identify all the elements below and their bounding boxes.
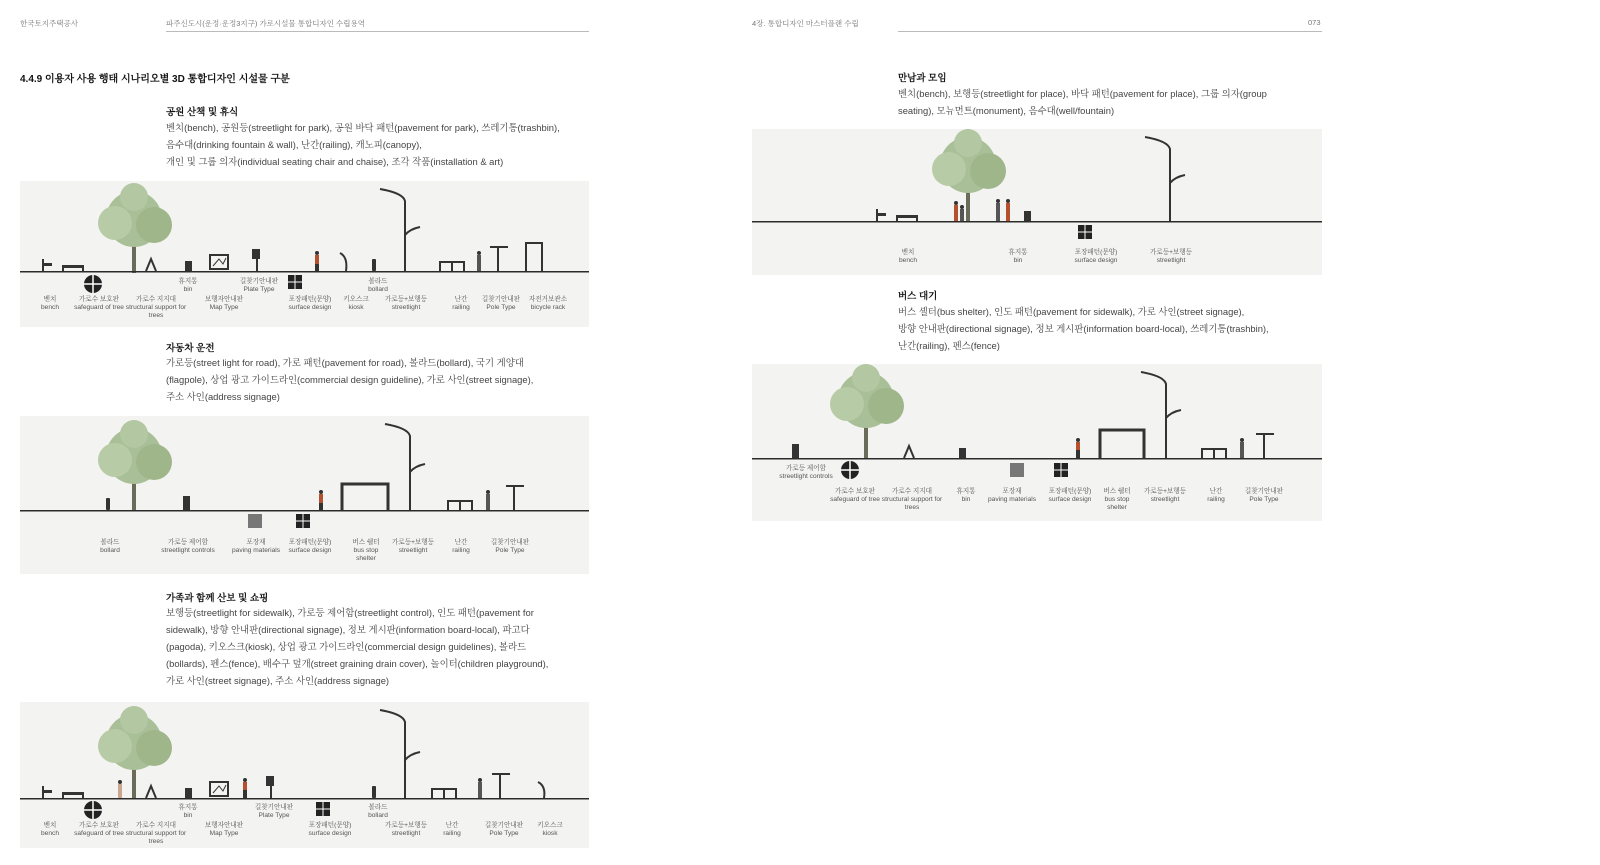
label-ko: 난간 xyxy=(454,539,468,546)
kiosk-icon xyxy=(538,782,544,798)
label-en: bench xyxy=(41,830,59,837)
label-en: structural support for trees xyxy=(125,830,187,845)
label-ko: 포장패턴(문양) xyxy=(288,296,332,303)
person-icon xyxy=(243,778,247,798)
person-icon xyxy=(118,780,122,798)
label-en: bus stop shelter xyxy=(1104,496,1130,511)
label-en: kiosk xyxy=(542,830,558,837)
bin-icon xyxy=(185,788,192,798)
scene-driving xyxy=(20,416,589,574)
label-en: Pole Type xyxy=(489,830,519,837)
scene-label xyxy=(309,822,352,838)
scene-label xyxy=(347,539,385,563)
header-left-title: 파주신도시(운정·운정3지구) 가로시설물 통합디자인 수립용역 xyxy=(166,19,366,28)
label-en: Map Type xyxy=(209,304,239,311)
scene-label xyxy=(368,804,388,820)
description-line: 벤치(bench), 공원등(streetlight for park), 공원 바닥 패턴(pavement for park), 쓰레기통(trashbin), xyxy=(166,122,560,133)
scene-label xyxy=(1008,249,1027,265)
scenario-description xyxy=(898,303,1269,354)
scene-label xyxy=(1049,488,1092,504)
label-ko: 버스 쉘터 xyxy=(352,539,380,546)
bollard-icon xyxy=(372,259,376,271)
label-en: bollard xyxy=(368,286,388,293)
header-page-number: 073 xyxy=(1308,18,1321,27)
person-icon xyxy=(1240,438,1244,458)
label-ko: 포장재 xyxy=(246,539,266,546)
label-en: streetlight xyxy=(398,547,428,554)
label-ko: 벤치 xyxy=(43,822,57,829)
map-board-icon xyxy=(210,782,228,796)
tree-icon xyxy=(98,183,172,273)
scene-label xyxy=(482,296,520,312)
surface-pattern-icon xyxy=(316,802,330,816)
bin-icon xyxy=(185,261,192,271)
scenario-description xyxy=(898,85,1267,119)
bollard-icon xyxy=(106,498,110,510)
label-ko: 길찾기안내판 xyxy=(481,296,521,303)
scene-label xyxy=(485,822,523,838)
scene-label xyxy=(161,539,215,555)
label-ko: 가로등+보행등 xyxy=(384,822,428,829)
label-en: bench xyxy=(41,304,59,311)
header-left-rule xyxy=(166,31,589,32)
scene-label xyxy=(956,488,975,504)
tree-icon xyxy=(98,706,172,798)
streetlight-icon xyxy=(380,189,420,271)
label-en: railing xyxy=(1207,496,1225,503)
pole-sign-icon xyxy=(492,774,510,798)
scene-label xyxy=(1245,488,1283,504)
label-en: bin xyxy=(961,496,971,503)
scene-label xyxy=(1075,249,1118,265)
label-ko: 길찾기안내판 xyxy=(239,278,279,285)
scenario-title: 자동차 운전 xyxy=(166,343,215,354)
label-ko: 가로수 지지대 xyxy=(891,488,933,495)
surface-pattern-icon xyxy=(288,275,302,289)
label-ko: 난간 xyxy=(1209,488,1223,495)
scene-park-walk xyxy=(20,181,589,327)
surface-pattern-icon xyxy=(1078,225,1092,239)
label-ko: 가로수 지지대 xyxy=(135,822,177,829)
ground-line xyxy=(752,458,1322,460)
scene-label xyxy=(392,539,434,555)
label-ko: 버스 쉘터 xyxy=(1103,488,1131,495)
pole-sign-icon xyxy=(506,486,524,510)
description-line: 보행등(streetlight for sidewalk), 가로등 제어함(streetlight control), 인도 패턴(pavement for xyxy=(166,607,534,618)
scene-label xyxy=(443,822,461,838)
scene-label xyxy=(368,278,388,294)
header-left-org: 한국토지주택공사 xyxy=(20,19,78,28)
label-en: bollard xyxy=(368,812,388,819)
label-ko: 가로수 보호판 xyxy=(78,296,120,303)
railing-icon xyxy=(432,789,456,798)
person-icon xyxy=(315,251,319,271)
scene-illustration xyxy=(752,129,1322,275)
label-ko: 가로수 보호판 xyxy=(78,822,120,829)
label-en: surface design xyxy=(288,304,332,311)
label-ko: 벤치 xyxy=(901,249,915,256)
railing-icon xyxy=(448,501,472,510)
description-line: 음수대(drinking fountain & wall), 난간(railing), 캐노피(canopy), xyxy=(166,139,422,150)
label-en: streetlight xyxy=(391,830,421,837)
label-ko: 벤치 xyxy=(43,296,57,303)
scene-label xyxy=(343,296,368,312)
tree-guard-icon xyxy=(841,461,859,479)
scenario-title: 버스 대기 xyxy=(898,291,938,302)
label-en: railing xyxy=(443,830,461,837)
scene-label xyxy=(880,488,944,512)
ground-line xyxy=(752,221,1322,223)
label-en: surface design xyxy=(1074,257,1118,264)
streetlight-icon xyxy=(380,710,420,798)
description-line: 버스 셸터(bus shelter), 인도 패턴(pavement for sidewalk), 가로 사인(street signage), xyxy=(898,306,1245,317)
scene-label xyxy=(240,278,278,294)
plate-sign-icon xyxy=(266,776,274,798)
label-en: paving materials xyxy=(231,547,281,554)
label-en: safeguard of tree xyxy=(830,496,880,503)
label-ko: 가로등+보행등 xyxy=(391,539,435,546)
scene-label xyxy=(491,539,529,555)
label-en: Pole Type xyxy=(495,547,525,554)
scene-label xyxy=(74,822,124,838)
plate-sign-icon xyxy=(252,249,260,271)
person-icon xyxy=(477,251,481,271)
label-ko: 포장패턴(문양) xyxy=(308,822,352,829)
scenario-description xyxy=(166,604,548,689)
scene-label xyxy=(124,822,188,846)
tree-support-icon xyxy=(146,259,156,271)
scene-label xyxy=(779,465,833,481)
label-ko: 가로수 지지대 xyxy=(135,296,177,303)
streetlight-control-icon xyxy=(792,444,799,458)
streetlight-icon xyxy=(1141,372,1181,458)
scene-label xyxy=(452,539,470,555)
label-en: Map Type xyxy=(209,830,239,837)
railing-icon xyxy=(1202,449,1226,458)
label-ko: 볼라드 xyxy=(368,278,388,285)
tree-icon xyxy=(932,129,1006,221)
label-en: Plate Type xyxy=(243,286,275,293)
scene-family-shopping xyxy=(20,702,589,848)
kiosk-icon xyxy=(340,253,346,271)
label-ko: 보행자안내판 xyxy=(204,296,244,303)
label-ko: 포장패턴(문양) xyxy=(1074,249,1118,256)
label-en: bin xyxy=(183,812,193,819)
label-ko: 가로수 보호판 xyxy=(834,488,876,495)
bench-icon xyxy=(876,209,918,221)
railing-icon xyxy=(440,262,464,271)
scene-label xyxy=(529,296,567,312)
pole-sign-icon xyxy=(1256,434,1274,458)
paving-material-icon xyxy=(1010,463,1024,477)
bin-icon xyxy=(959,448,966,458)
description-line: 가로 사인(street signage), 주소 사인(address signage) xyxy=(166,675,390,686)
label-en: safeguard of tree xyxy=(74,304,124,311)
scene-label xyxy=(255,804,293,820)
label-ko: 포장패턴(문양) xyxy=(1048,488,1092,495)
scenario-description xyxy=(166,354,533,405)
tree-support-icon xyxy=(146,786,156,798)
scene-label xyxy=(385,822,427,838)
label-en: streetlight xyxy=(1150,496,1180,503)
label-ko: 길찾기안내판 xyxy=(254,804,294,811)
label-ko: 볼라드 xyxy=(368,804,388,811)
label-ko: 휴지통 xyxy=(178,804,198,811)
header-right-rule xyxy=(898,31,1322,32)
person-icon xyxy=(954,201,964,221)
label-ko: 휴지통 xyxy=(178,278,198,285)
label-ko: 난간 xyxy=(445,822,459,829)
ground-line xyxy=(20,510,589,512)
scene-bus-waiting xyxy=(752,364,1322,521)
scene-label xyxy=(289,296,332,312)
tree-icon xyxy=(830,364,904,458)
surface-pattern-icon xyxy=(1054,463,1068,477)
label-ko: 길찾기안내판 xyxy=(1244,488,1284,495)
description-line: 가로등(street light for road), 가로 패턴(pavement for road), 볼라드(bollard), 국기 게양대 xyxy=(166,357,524,368)
scene-label xyxy=(41,296,59,312)
label-en: surface design xyxy=(288,547,332,554)
tree-guard-icon xyxy=(84,275,102,293)
ground-line xyxy=(20,271,589,273)
scene-label xyxy=(385,296,427,312)
label-ko: 길찾기안내판 xyxy=(490,539,530,546)
label-ko: 포장패턴(문양) xyxy=(288,539,332,546)
label-en: Pole Type xyxy=(486,304,516,311)
description-line: seating), 모뉴먼트(monument), 음수대(well/fountain) xyxy=(898,105,1115,116)
description-line: 개인 및 그룹 의자(individual seating chair and chaise), 조각 작품(installation & art) xyxy=(166,156,504,167)
label-en: bin xyxy=(1013,257,1023,264)
label-en: streetlight xyxy=(1156,257,1186,264)
description-line: (flagpole), 상업 광고 가이드라인(commercial design guideline), 가로 사인(street signage), xyxy=(166,374,534,385)
scene-label xyxy=(452,296,470,312)
label-ko: 가로등+보행등 xyxy=(384,296,428,303)
scene-label xyxy=(537,822,562,838)
label-en: streetlight xyxy=(391,304,421,311)
person-icon xyxy=(996,199,1010,221)
streetlight-icon xyxy=(1145,137,1185,221)
description-line: (bollards), 펜스(fence), 배수구 덮개(street graining drain cover), 놀이터(children playground), xyxy=(166,658,549,669)
bus-shelter-icon xyxy=(342,484,388,510)
label-en: railing xyxy=(452,547,470,554)
label-ko: 길찾기안내판 xyxy=(484,822,524,829)
label-en: Plate Type xyxy=(258,812,290,819)
tree-icon xyxy=(98,420,172,510)
bus-shelter-icon xyxy=(1100,430,1144,458)
scene-label xyxy=(232,539,280,555)
label-en: bin xyxy=(183,286,193,293)
scenario-title: 만남과 모임 xyxy=(898,73,947,84)
label-en: bench xyxy=(899,257,917,264)
label-ko: 포장재 xyxy=(1002,488,1022,495)
description-line: 난간(railing), 펜스(fence) xyxy=(898,340,1000,351)
label-ko: 키오스크 xyxy=(537,822,563,829)
scene-label xyxy=(205,822,243,838)
surface-pattern-icon xyxy=(296,514,310,528)
label-ko: 가로등+보행등 xyxy=(1149,249,1193,256)
scene-label xyxy=(899,249,917,265)
label-en: surface design xyxy=(1048,496,1092,503)
scene-label xyxy=(205,296,243,312)
person-icon xyxy=(478,778,482,798)
description-line: 주소 사인(address signage) xyxy=(166,391,280,402)
scene-label xyxy=(1144,488,1186,504)
label-ko: 휴지통 xyxy=(1008,249,1028,256)
tree-guard-icon xyxy=(84,801,102,819)
bench-icon xyxy=(42,786,84,798)
label-en: kiosk xyxy=(348,304,364,311)
label-ko: 가로등+보행등 xyxy=(1143,488,1187,495)
tree-support-icon xyxy=(904,446,914,458)
scene-label xyxy=(178,804,197,820)
scenario-title: 공원 산책 및 휴식 xyxy=(166,107,239,118)
label-en: railing xyxy=(452,304,470,311)
label-ko: 자전거보관소 xyxy=(528,296,568,303)
pole-sign-icon xyxy=(490,247,508,271)
person-icon xyxy=(1076,438,1080,458)
paving-material-icon xyxy=(248,514,262,528)
label-en: structural support for trees xyxy=(881,496,943,511)
scene-label xyxy=(124,296,188,320)
bin-icon xyxy=(1024,211,1031,221)
label-en: Pole Type xyxy=(1249,496,1279,503)
label-en: safeguard of tree xyxy=(74,830,124,837)
label-ko: 가로등 제어함 xyxy=(167,539,209,546)
scene-label xyxy=(988,488,1036,504)
scene-label xyxy=(74,296,124,312)
label-en: bus stop shelter xyxy=(353,547,379,562)
label-ko: 가로등 제어함 xyxy=(785,465,827,472)
scene-label xyxy=(1207,488,1225,504)
description-line: 벤치(bench), 보행등(streetlight for place), 바닥 패턴(pavement for place), 그룹 의자(group xyxy=(898,88,1267,99)
label-ko: 휴지통 xyxy=(956,488,976,495)
label-en: streetlight controls xyxy=(779,473,833,480)
label-ko: 볼라드 xyxy=(100,539,120,546)
description-line: sidewalk), 방향 안내판(directional signage), 정보 게시판(information board-local), 파고다 xyxy=(166,624,530,635)
description-line: (pagoda), 키오스크(kiosk), 상업 광고 가이드라인(commercial design guidelines), 볼라드 xyxy=(166,641,527,652)
scene-label xyxy=(100,539,120,555)
person-icon xyxy=(486,490,490,510)
scenario-title: 가족과 함께 산보 및 쇼핑 xyxy=(166,593,269,604)
streetlight-icon xyxy=(385,424,425,510)
label-ko: 키오스크 xyxy=(343,296,369,303)
scene-label xyxy=(41,822,59,838)
label-en: bollard xyxy=(100,547,120,554)
ground-line xyxy=(20,798,589,800)
description-line: 방향 안내판(directional signage), 정보 게시판(information board-local), 쓰레기통(trashbin), xyxy=(898,323,1269,334)
label-en: surface design xyxy=(308,830,352,837)
label-en: bicycle rack xyxy=(530,304,566,311)
header-right-chapter: 4장. 통합디자인 마스터플랜 수립 xyxy=(752,19,859,28)
scene-label xyxy=(1150,249,1192,265)
scene-label xyxy=(178,278,197,294)
label-ko: 보행자안내판 xyxy=(204,822,244,829)
label-en: paving materials xyxy=(987,496,1037,503)
streetlight-control-icon xyxy=(183,496,190,510)
scene-meeting xyxy=(752,129,1322,275)
scene-label xyxy=(1098,488,1136,512)
bench-icon xyxy=(42,259,84,271)
label-ko: 난간 xyxy=(454,296,468,303)
label-en: structural support for trees xyxy=(125,304,187,319)
label-en: streetlight controls xyxy=(161,547,215,554)
scene-label xyxy=(830,488,880,504)
bollard-icon xyxy=(372,786,376,798)
scene-label xyxy=(289,539,332,555)
section-title: 4.4.9 이용자 사용 행태 시나리오별 3D 통합디자인 시설물 구분 xyxy=(20,74,290,85)
bicycle-rack-icon xyxy=(526,243,542,271)
map-board-icon xyxy=(210,255,228,269)
scenario-description xyxy=(166,119,560,170)
person-icon xyxy=(319,490,323,510)
